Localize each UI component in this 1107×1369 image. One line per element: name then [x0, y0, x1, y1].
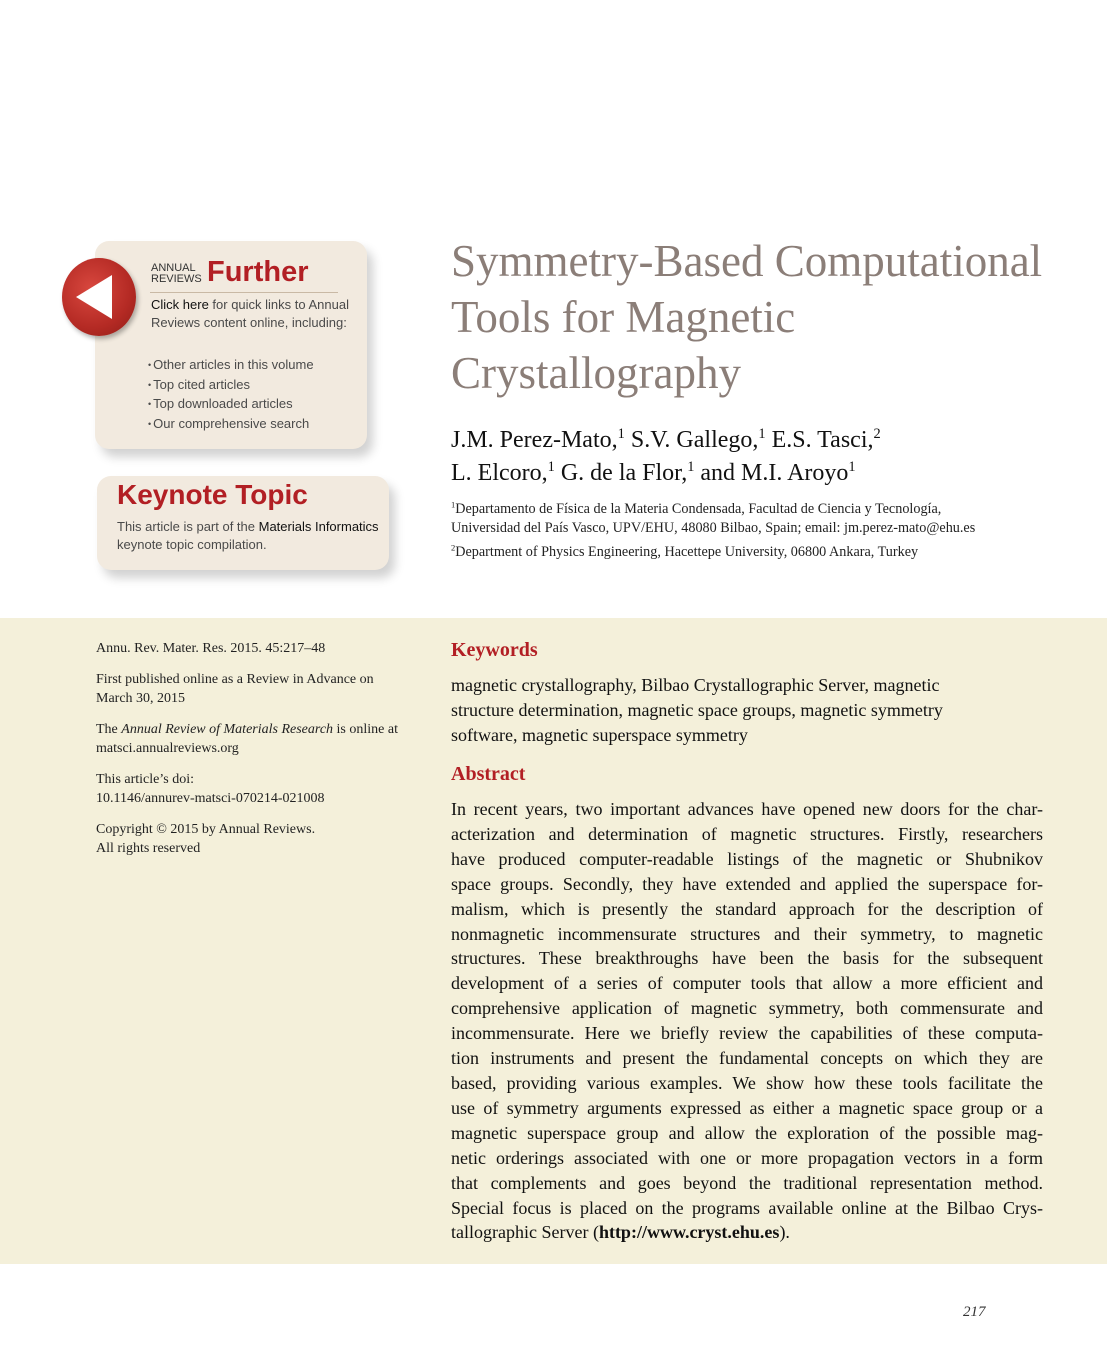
journal-url[interactable]: matsci.annualreviews.org	[96, 741, 239, 756]
published-note	[96, 670, 426, 708]
abstract-line: Special focus is placed on the programs available online at the Bilbao Crys-	[451, 1197, 1043, 1218]
abstract-line: incommensurate. Here we briefly review the capabilities of these computa-	[451, 1023, 1043, 1044]
back-arrow-icon[interactable]	[62, 258, 136, 336]
abstract-line: netic orderings associated with one or more propagation vectors in a form	[451, 1147, 1043, 1168]
journal-prefix: The	[96, 722, 122, 737]
copyright-note	[96, 820, 426, 858]
keynote-topic-link[interactable]: Materials Informatics	[258, 519, 379, 534]
affiliation-mark: 1	[451, 499, 456, 510]
author-line-1	[451, 424, 1071, 457]
author-name: E.S. Tasci,	[765, 427, 874, 453]
affiliation-2	[451, 543, 1071, 562]
abstract-line: acterization and determination of magnetic structures. Firstly, researchers	[451, 823, 1043, 844]
further-title: Further	[207, 256, 309, 288]
author-name: and M.I. Aroyo	[694, 460, 849, 486]
abstract-text	[451, 797, 1043, 1245]
author-name: L. Elcoro,	[451, 460, 548, 486]
keywords-line: structure determination, magnetic space groups, magnetic symmetry	[451, 700, 943, 720]
further-link-search[interactable]: • Our comprehensive search	[148, 415, 314, 435]
further-link-top-cited[interactable]: • Top cited articles	[148, 376, 314, 396]
author-affiliation-mark: 1	[848, 459, 856, 475]
abstract-last-line	[451, 1220, 1043, 1245]
journal-name: Annual Review of Materials Research	[121, 722, 334, 737]
affiliation-mark: 2	[451, 542, 456, 553]
author-affiliation-mark: 1	[617, 426, 625, 442]
author-line-2	[451, 457, 1071, 490]
further-link-top-downloaded[interactable]: • Top downloaded articles	[148, 395, 314, 415]
further-link-other-articles[interactable]: • Other articles in this volume	[148, 356, 314, 376]
abstract-line: comprehensive application of magnetic symmetry, both commensurate and	[451, 998, 1043, 1019]
author-affiliation-mark: 1	[758, 426, 766, 442]
abstract-last-suffix: ).	[779, 1222, 790, 1243]
doi-note	[96, 770, 426, 808]
author-affiliation-mark: 1	[547, 459, 555, 475]
affiliation-1-text: Departamento de Física de la Materia Condensada, Facultad de Ciencia y Tecnología,	[455, 501, 942, 517]
copyright-line: Copyright © 2015 by Annual Reviews.	[96, 822, 316, 837]
author-list	[451, 424, 1071, 490]
keywords-line: software, magnetic superspace symmetry	[451, 725, 748, 745]
journal-line-1	[96, 720, 426, 739]
abstract-line: based, providing various examples. We show how these tools facilitate the	[451, 1072, 1043, 1093]
doi-value[interactable]: 10.1146/annurev-matsci-070214-021008	[96, 791, 325, 806]
abstract-line: have produced computer-readable listings of the magnetic or Shubnikov	[451, 848, 1043, 869]
further-divider	[150, 292, 338, 293]
author-name: J.M. Perez-Mato,	[451, 427, 618, 453]
further-links-list	[148, 356, 314, 434]
abstract-line: nonmagnetic incommensurate structures and their symmetry, to magnetic	[451, 923, 1043, 944]
author-affiliation-mark: 2	[873, 426, 881, 442]
affiliation-2-text: Department of Physics Engineering, Hacettepe University, 06800 Ankara, Turkey	[455, 544, 919, 560]
abstract-line: use of symmetry arguments expressed as either a magnetic space group or a	[451, 1097, 1043, 1118]
logo-line-reviews: REVIEWS	[151, 273, 202, 285]
affiliation-1-line-2: Universidad del País Vasco, UPV/EHU, 48080 Bilbao, Spain; email: jm.perez-mato@ehu.es	[451, 520, 976, 536]
keywords-line: magnetic crystallography, Bilbao Crystallographic Server, magnetic	[451, 675, 940, 695]
abstract-line: malism, which is presently the standard approach for the description of	[451, 898, 1043, 919]
keynote-title: Keynote Topic	[117, 479, 308, 510]
journal-note	[96, 720, 426, 758]
abstract-line: structures. These breakthroughs have been the basis for the subsequent	[451, 948, 1043, 969]
doi-label: This article’s doi:	[96, 772, 194, 787]
author-name: G. de la Flor,	[554, 460, 688, 486]
click-here-link[interactable]: Click here	[151, 297, 209, 312]
author-name: S.V. Gallego,	[624, 427, 759, 453]
abstract-last-prefix: tallographic Server (	[451, 1222, 599, 1243]
abstract-line: that complements and goes beyond the traditional representation method.	[451, 1172, 1043, 1193]
annual-reviews-logo	[151, 263, 202, 285]
abstract-line: development of a series of computer tools that allow a more efficient and	[451, 973, 1043, 994]
keynote-text	[117, 518, 392, 554]
logo-line-annual: ANNUAL	[151, 262, 196, 274]
affiliation-1	[451, 500, 1071, 538]
rights-line: All rights reserved	[96, 841, 201, 856]
abstract-line: space groups. Secondly, they have extended and applied the superspace for-	[451, 873, 1043, 894]
affiliation-1-line-1	[451, 500, 1071, 519]
published-line-2: March 30, 2015	[96, 691, 186, 706]
abstract-line: In recent years, two important advances have opened new doors for the char-	[451, 799, 1043, 819]
journal-suffix: is online at	[333, 722, 398, 737]
article-title: Symmetry-Based Computational Tools for Magnetic Crystallography	[451, 236, 1043, 398]
abstract-line: magnetic superspace group and allow the exploration of the possible mag-	[451, 1122, 1043, 1143]
published-line-1: First published online as a Review in Advance on	[96, 672, 374, 687]
server-url-link[interactable]: http://www.cryst.ehu.es	[598, 1222, 780, 1243]
further-intro-text: for quick links to Annual Reviews content online, including:	[151, 297, 349, 330]
abstract-heading: Abstract	[451, 763, 526, 785]
keynote-text-after: keynote topic compilation.	[117, 537, 267, 552]
abstract-line: tion instruments and present the fundamental concepts on which they are	[451, 1048, 1043, 1069]
citation: Annu. Rev. Mater. Res. 2015. 45:217–48	[96, 641, 326, 656]
keywords-heading: Keywords	[451, 639, 538, 661]
keywords-text	[451, 673, 1043, 748]
author-affiliation-mark: 1	[687, 459, 695, 475]
further-intro	[151, 296, 351, 331]
keynote-text-before: This article is part of the	[117, 519, 259, 534]
page-number: 217	[963, 1304, 986, 1320]
